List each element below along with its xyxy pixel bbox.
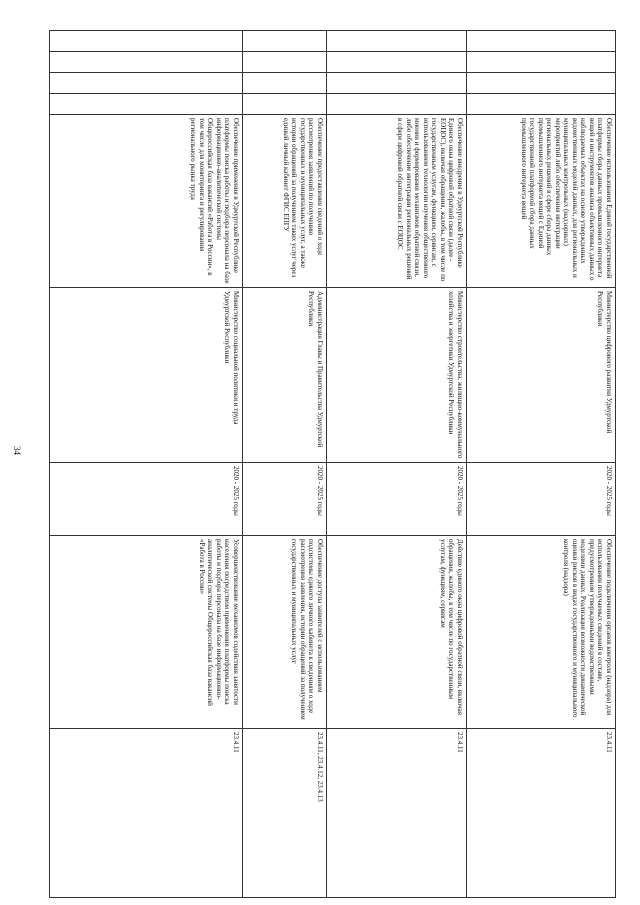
code-cell: 23.4.11, 23.4.12, 23.4.13 (243, 729, 327, 898)
empty-cell (243, 73, 327, 94)
result-cell: Действие единого окна цифровой обратной связи, включая обращения, жалобы, в том числе по государственным услугам, функциям, сервисам (327, 536, 467, 729)
table-row (50, 31, 243, 898)
executor-cell: Министерство строительства, жилищно-коммунального хозяйства и энергетики Удмуртской Республики (327, 288, 467, 463)
page-number: 34 (12, 446, 22, 455)
executor-cell: Администрация Главы и Правительства Удмуртской Республики (243, 288, 327, 463)
result-cell: Обеспечение подключения органов контроля (надзора) для использования получаемых сведений в составе, предусмотренном утвержденными ведомственными моделями данных. Реализация возможности динамической оценки рисков в видах государственного и муниципального контроля (надзора) (467, 536, 616, 729)
measure-cell: Обеспечение использования Единой государственной платформы сбора данных промышленного интернета вещей и инструментов анализа объективных данных о наблюдаемых объектах на основе утвержденных ведомственных моделей данных, для региональных и муниципальных контрольных (надзорных) мероприятий либо обеспечения интеграции региональных решений в сфере сбора данных промышленного интернета вещей с Единой государственной платформой сбора данных промышленного интернета вещей (467, 115, 616, 288)
empty-cell (327, 52, 467, 73)
table-row (467, 31, 616, 898)
table-row (327, 31, 467, 898)
period-cell: 2020 - 2025 годы (243, 463, 327, 536)
code-cell: 23.4.11 (327, 729, 467, 898)
measures-table (49, 30, 616, 898)
empty-cell (467, 31, 616, 52)
empty-cell (50, 52, 243, 73)
empty-cell (467, 52, 616, 73)
period-cell: 2020 - 2025 годы (327, 463, 467, 536)
empty-cell (243, 94, 327, 115)
executor-cell: Министерство социальной политики и труда Удмуртской Республики (50, 288, 243, 463)
measure-cell: Обеспечение предоставления сведений о ходе рассмотрения заявлений по получению государственных и муниципальных услуг, а также истории обращений за получением таких услуг через единый личный кабинет ФГИС ЕПГУ (243, 115, 327, 288)
empty-cell (50, 31, 243, 52)
empty-cell (327, 73, 467, 94)
empty-cell (50, 94, 243, 115)
empty-cell (243, 31, 327, 52)
empty-cell (467, 94, 616, 115)
empty-cell (327, 94, 467, 115)
executor-cell: Министерство цифрового развития Удмуртской Республики (467, 288, 616, 463)
measure-cell: Обеспечение применения в Удмуртской Республике платформы поиска работы и подбора персонала на базе информационно-аналитической системы Общероссийская база вакансий «Работа в России», в том числе для мониторинга и регулирования регионального рынка труда (50, 115, 243, 288)
empty-cell (243, 52, 327, 73)
empty-cell (467, 73, 616, 94)
code-cell: 23.4.11 (50, 729, 243, 898)
table-row (243, 31, 327, 898)
empty-cell (327, 31, 467, 52)
measure-cell: Обеспечение внедрения в Удмуртской Республике Единого окна цифровой обратной связи (далее - ЕОЦОС), включая обращения, жалобы, в том числе по государственным услугам, функциям, сервисам, с использованием технологии изучения общественного мнения и формирования механизмов обратной связи, либо обеспечение интеграции региональных решений в сфере цифровой обратной связи с ЕОЦОС (327, 115, 467, 288)
result-cell: Усовершенствование механизмов содействия занятости населения посредством применения платформы поиска работы и подбора персонала на базе информационно-аналитической системы Общероссийская база вакансий «Работа в России» (50, 536, 243, 729)
period-cell: 2020 - 2025 годы (50, 463, 243, 536)
period-cell: 2020 - 2025 годы (467, 463, 616, 536)
code-cell: 23.4.11 (467, 729, 616, 898)
rotated-table-container (50, 30, 616, 890)
empty-cell (50, 73, 243, 94)
result-cell: Обеспечение доступа заявителей с использованием подсистемы единого личного кабинета к сведениям о ходе рассмотрения заявления, истории обращений за получением государственных и муниципальных услуг (243, 536, 327, 729)
